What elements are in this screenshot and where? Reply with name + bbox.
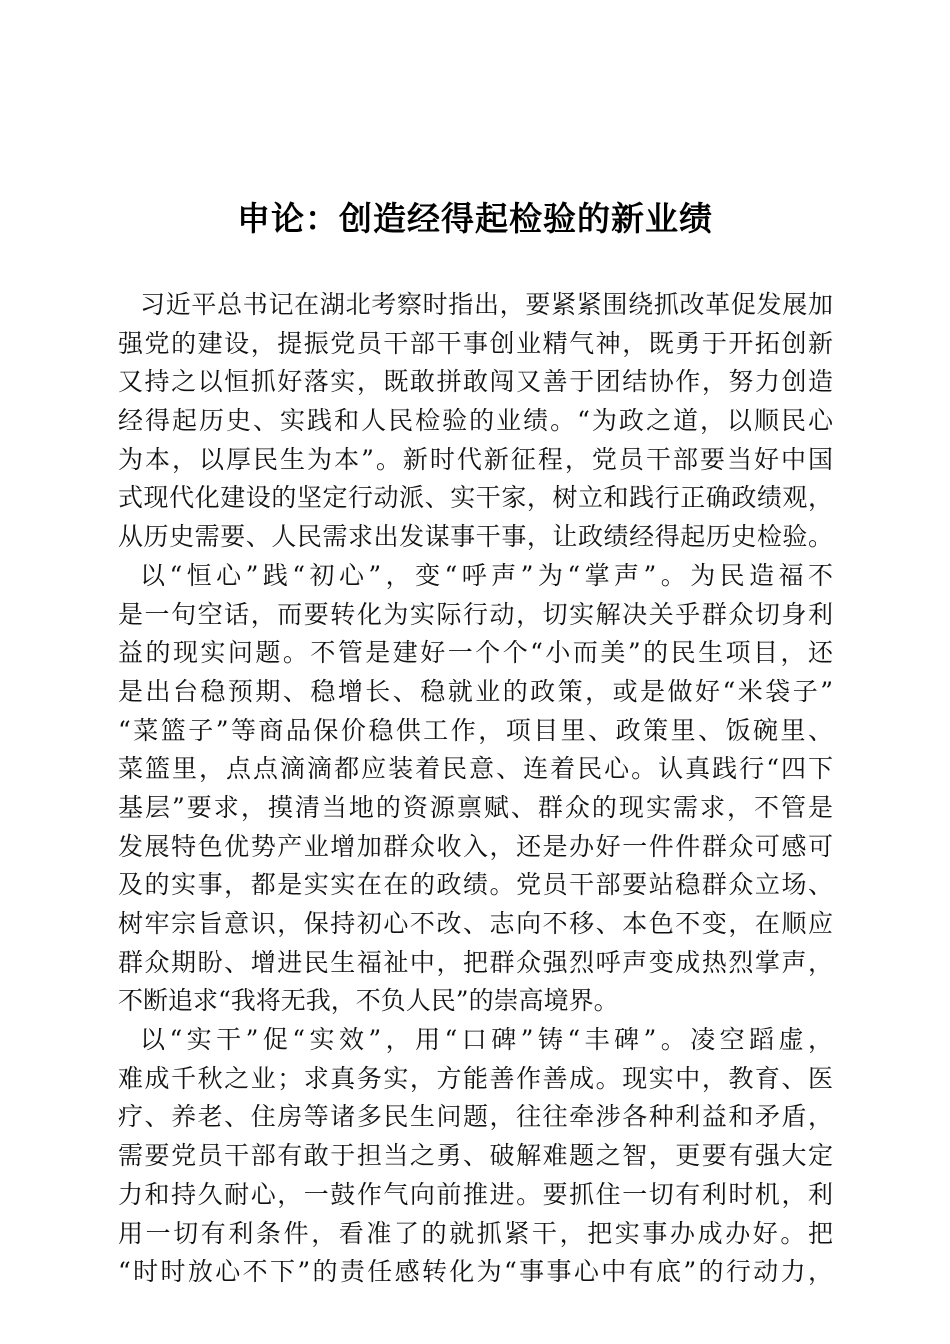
text-line: 从历史需要、人民需求出发谋事干事，让政绩经得起历史检验。	[118, 522, 833, 552]
text-line: 发展特色优势产业增加群众收入，还是办好一件件群众可感可	[118, 831, 833, 861]
text-line: “时时放心不下”的责任感转化为“事事心中有底”的行动力，	[118, 1257, 833, 1287]
text-line: 及的实事，都是实实在在的政绩。党员干部要站稳群众立场、	[118, 870, 833, 900]
text-line: 为本，以厚民生为本”。新时代新征程，党员干部要当好中国	[118, 444, 833, 474]
text-line: 用一切有利条件，看准了的就抓紧干，把实事办成办好。把	[118, 1218, 833, 1248]
text-line: 经得起历史、实践和人民检验的业绩。“为政之道，以顺民心	[118, 406, 833, 436]
text-line: 又持之以恒抓好落实，既敢拼敢闯又善于团结协作，努力创造	[118, 367, 833, 397]
text-line: 习近平总书记在湖北考察时指出，要紧紧围绕抓改革促发展加	[140, 290, 833, 319]
text-line: 力和持久耐心，一鼓作气向前推进。要抓住一切有利时机，利	[118, 1179, 833, 1209]
text-line: 是一句空话，而要转化为实际行动，切实解决关乎群众切身利	[118, 599, 833, 629]
page-title: 申论：创造经得起检验的新业绩	[237, 199, 713, 238]
text-line: 树牢宗旨意识，保持初心不改、志向不移、本色不变，在顺应	[118, 909, 833, 938]
text-line: 不断追求“我将无我，不负人民”的崇高境界。	[118, 986, 619, 1016]
text-line: 难成千秋之业；求真务实，方能善作善成。现实中，教育、医	[118, 1063, 833, 1093]
text-line: 以“实干”促“实效”，用“口碑”铸“丰碑”。凌空蹈虚，	[140, 1025, 833, 1055]
text-line: 益的现实问题。不管是建好一个个“小而美”的民生项目，还	[118, 638, 833, 668]
text-line: 强党的建设，提振党员干部干事创业精气神，既勇于开拓创新	[118, 328, 833, 358]
article-body	[118, 286, 833, 1292]
text-line: 疗、养老、住房等诸多民生问题，往往牵涉各种利益和矛盾，	[118, 1102, 833, 1132]
text-line: 式现代化建设的坚定行动派、实干家，树立和践行正确政绩观，	[118, 483, 833, 513]
text-line: 以“恒心”践“初心”，变“呼声”为“掌声”。为民造福不	[140, 560, 833, 590]
text-line: 群众期盼、增进民生福祉中，把群众强烈呼声变成热烈掌声，	[118, 947, 833, 977]
text-line: “菜篮子”等商品保价稳供工作，项目里、政策里、饭碗里、	[118, 715, 833, 745]
text-line: 需要党员干部有敢于担当之勇、破解难题之智，更要有强大定	[118, 1141, 833, 1171]
text-line: 菜篮里，点点滴滴都应装着民意、连着民心。认真践行“四下	[118, 754, 833, 784]
text-line: 基层”要求，摸清当地的资源禀赋、群众的现实需求，不管是	[118, 792, 833, 822]
text-line: 是出台稳预期、稳增长、稳就业的政策，或是做好“米袋子”	[118, 676, 833, 706]
